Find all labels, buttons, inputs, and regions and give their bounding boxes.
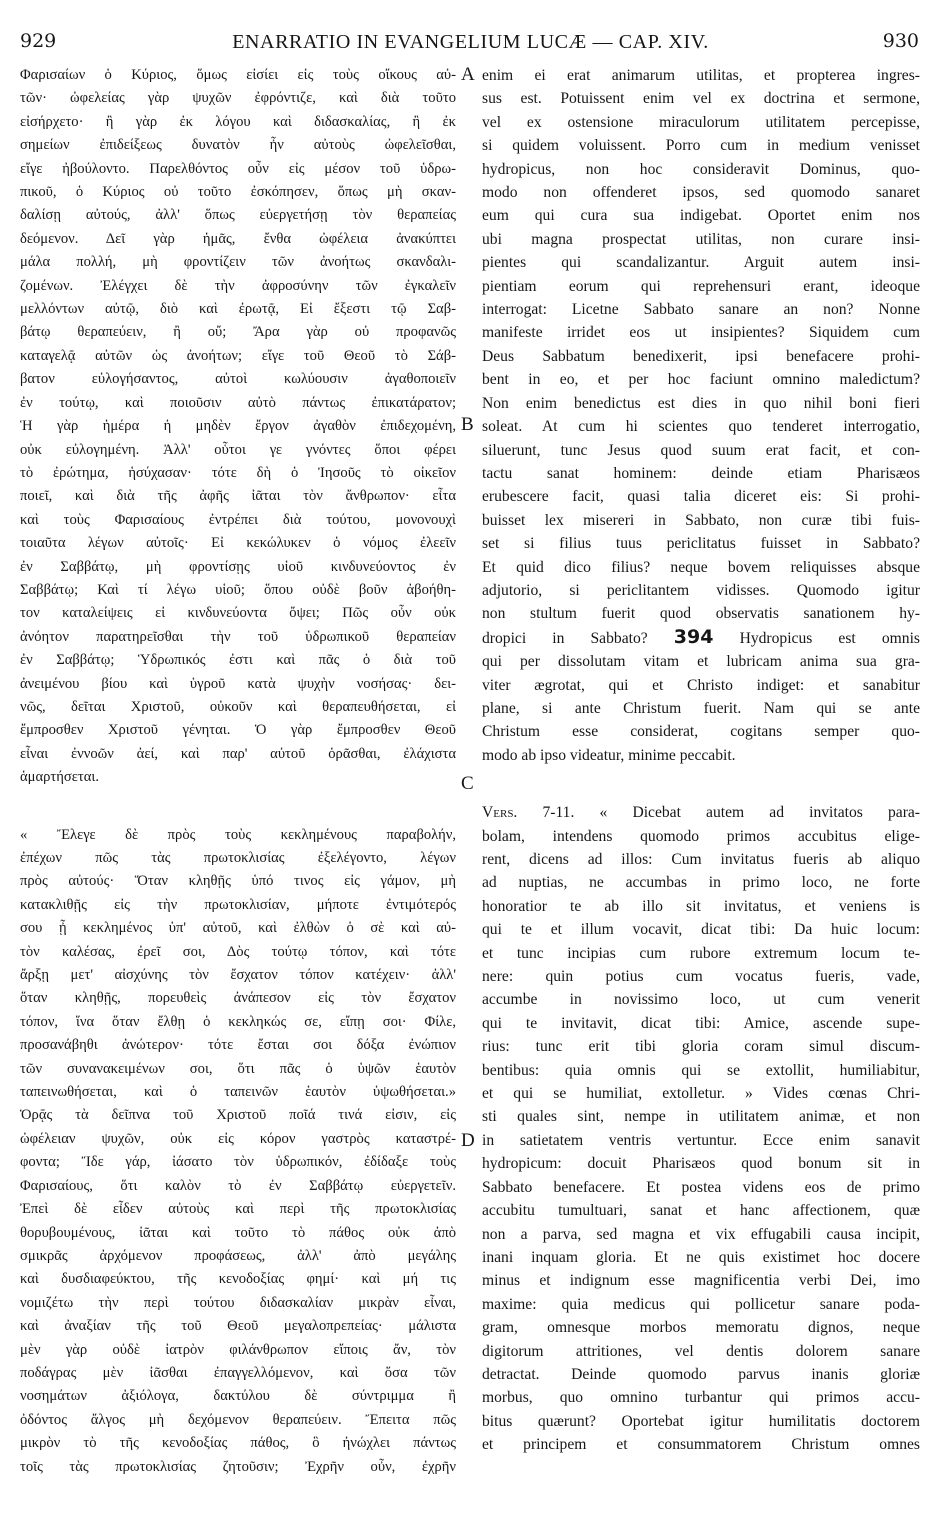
running-title: ENARRATIO IN EVANGELIUM LUCÆ — CAP. XIV. [232,31,709,53]
text-line: σου ᾖ κεκλημένος ὑπ' αὐτοῦ, καὶ ἐλθὼν ὁ σὲ καὶ αὐ- [20,920,456,937]
text-line: ἁμαρτήσεται. [20,769,99,786]
text-line: προσανάβηθι ἀνώτερον· τότε ἔσται σοι δόξα ἐνώπιον [20,1037,456,1054]
text-line: ὠφέλειαν ψυχῶν, οὐκ εἰς κόρον γαστρὸς καταστρέ- [20,1130,456,1147]
text-line: Sabbato benefacere. Et postea videns eos de primo [482,1178,920,1196]
latin-line-text: « Dicebat autem ad invitatos para- [599,804,920,822]
text-line: bolam, intendens quomodo primos accubitus elige- [482,827,920,845]
text-line: μάλα πολλή, μὴ φροντίζειν τῶν ἀνοήτως σκανδαλι- [20,254,456,271]
text-line: τῶν· ὠφελείας γὰρ ψυχῶν ἐφρόντιζε, καὶ διὰ τοῦτο [20,90,456,107]
text-line: set si filius tuus periclitatus fuisset in Sabbato? [482,535,920,553]
text-line: eum qui cura sua indigebat. Oportet enim nos [482,207,920,225]
page-header [0,30,941,64]
text-line: sus est. Potuissent enim vel ex doctrina et sermone, [482,90,920,108]
text-line: τῶν συνανακειμένων σοι, ὅτι πᾶς ὁ ὑψῶν ἑαυτὸν [20,1060,456,1077]
text-line: εἴγε ἠβούλοντο. Παρελθόντος οὖν εἰς μέσον τοῦ ὑδρω- [20,160,456,177]
text-line: καταγελᾷ αὐτῶν ὡς ἀνοήτων; εἴγε τοῦ Θεοῦ τὸ Σάβ- [20,347,456,364]
text-line: et qui se humiliat, extolletur. » Vides cœnas Chri- [482,1085,920,1103]
text-line: Non enim benedictus est dies in quo nihil boni fieri [482,394,920,412]
text-line: soleat. At cum hi scientes quo tenderet interrogatio, [482,418,920,436]
page-number-right: 930 [882,30,919,52]
latin-line-text: dropici in Sabbato? [482,629,648,647]
text-line: sti quales sint, nempe in utilitatem animæ, et non [482,1108,920,1126]
text-line: ἐν Σαββάτῳ; Ὑδρωπικός ἐστι καὶ πᾶς ὁ διὰ τοῦ [20,652,456,669]
text-line: ὅταν κληθῇς, πορευθεὶς ἀνάπεσον εἰς τὸν ἔσχατον [20,990,456,1007]
greek-paragraph-2 [20,824,456,1479]
text-line: σημείων ἐπιδείξεως δυνατὸν ἦν αὐτοὺς ὠφελεῖσθαι, [20,137,456,154]
text-line: μελλόντων αὐτῷ, διὸ καὶ ἐρωτᾷ, Εἰ ἔξεστι τῷ Σαβ- [20,301,456,318]
text-line: θορυβουμένους, ἰᾶται καὶ τοῦτο τὸ πάθος οὐκ ἀπὸ [20,1224,456,1241]
text-line: si quidem voluissent. Porro cum in medium venisset [482,137,920,155]
text-line: morbus, quo omnino turbantur qui primos accu- [482,1389,920,1407]
text-line: et tunc incipias cum rubore extremum locum te- [482,944,920,962]
text-line: δεόμενον. Δεῖ γὰρ ἡμᾶς, ἔνθα ὠφέλεια ἀνακύπτει [20,230,456,247]
text-line: Christum esse considerat, cogitans semper quo- [482,723,920,741]
text-line: οὐκ εὐλογημένη. Ἀλλ' οὗτοι γε γνόντες ὅποι φέρει [20,441,456,458]
text-line: μὲν γὰρ οὐδὲ ἰατρὸν φιλάνθρωπον εἴποις ἄν, τὸν [20,1341,456,1358]
text-line: ποδάγρας μὲν ἰᾶσθαι ἐπαγγελλόμενον, καὶ ὅσα τῶν [20,1364,456,1381]
text-line: ἐν τούτῳ, καὶ ποιοῦσιν αὐτὸ πάντως ἐπικατάρατον; [20,394,456,411]
latin-paragraph-2 [482,801,920,1456]
paragraph-gap [482,767,920,801]
text-line: ubi magna prospectat utilitas, non curare insi- [482,230,920,248]
text-line: βάτῳ θεραπεύειν, ἢ οὔ; Ἄρα γὰρ οὐ προφανῶς [20,324,456,341]
text-line: accumbe in novissimo loco, ut cum venerit [482,991,920,1009]
text-line: non stultum fuerit quod observatis sanationem hy- [482,605,920,623]
text-line: ἐν Σαββάτῳ, μὴ φροντίσῃς υἱοῦ κινδυνεύοντος ἐν [20,558,456,575]
greek-column [20,64,456,1479]
text-line: pientes qui scandalizantur. Arguit autem insi- [482,254,920,272]
latin-line-text: Hydropicus est omnis [739,629,920,647]
text-line: qui per dissolutam vitam et lubricam anima sua gra- [482,653,920,671]
text-line: δαλίσῃ αὐτούς, ἀλλ' ὅπως εὐεργετήσῃ τὸν θεραπείας [20,207,456,224]
text-line: Et quid dico filius? neque bovem reliquisses absque [482,558,920,576]
text-line: εἶναι ἐννοῶν ἀεί, καὶ παρ' αὐτοῦ ὁρᾶσθαι, ἐλάχιστα [20,745,456,762]
text-line: gram, omnesque morbos memoratu dignos, neque [482,1319,920,1337]
text-line: νομιζέτω τὴν περὶ τούτου διδασκαλίαν μικρὰν εἶναι, [20,1294,456,1311]
latin-line-vers [482,801,920,824]
text-line: Deus Sabbatum benedixerit, ipsi benefacere prohi- [482,347,920,365]
margin-marker-c: C [461,773,474,794]
text-line: erubescere facit, quasi talia diceret eis: Si prohi- [482,488,920,506]
text-line: adjutorio, si periclitantem vidisses. Quomodo igitur [482,581,920,599]
text-line: rent, dicens ad illos: Cum invitatus fueris ab aliquo [482,851,920,868]
text-line: inani inquam gloria. Et ne quis existimet hoc docere [482,1248,920,1266]
text-line: μικρὸν τὸ τῆς κενοδοξίας πάθος, ὃ ἠνώχλει πάντως [20,1435,456,1452]
text-line: Φαρισαίους, ὅτι καλὸν τὸ ἐν Σαββάτῳ εὐεργετεῖν. [20,1177,456,1194]
text-line: Ὁρᾷς τὰ δεῖπνα τοῦ Χριστοῦ ποῖά τινά εἰσιν, εἰς [20,1107,456,1124]
margin-marker-b: B [461,414,474,435]
text-line: honoratior te ab illo sit invitatus, et veniens is [482,897,920,915]
text-line: pientiam eorum qui reprehensuri erant, ideoque [482,277,920,295]
text-line: κατακλιθῇς εἰς τὴν πρωτοκλισίαν, μήποτε ἐντιμότερός [20,896,456,913]
greek-paragraph-1 [20,64,456,790]
text-line: buisset lex misereri in Sabbato, non curæ tibi fuis- [482,511,920,529]
text-line: τὸ ἐρώτημα, ἡσύχασαν· τότε δὴ ὁ Ἰησοῦς τὸ οἰκεῖον [20,464,456,481]
text-line: hydropicus, non hoc consideravit Dominus, quo- [482,160,920,178]
text-line: plane, si ante Christum fuerit. Nam qui se ante [482,699,920,717]
text-line: Ἐπεὶ δὲ εἶδεν αὐτοὺς καὶ περὶ τῆς πρωτοκλισίας [20,1201,456,1218]
text-line: qui te et illum vocavit, dicat tibi: Da huic locum: [482,921,920,939]
column-number-394: 394 [673,625,714,648]
text-line: bentibus: quia omnis qui se extollit, humiliabitur, [482,1061,920,1079]
text-line: τοῖς τὰς πρωτοκλισίας ζητοῦσιν; Ἐχρῆν οὖν, ἐχρῆν [20,1458,456,1475]
text-line: Ἡ γὰρ ἡμέρα ἡ μηδὲν ἔργον ἀγαθὸν ἐπιδεχομένη, [20,418,456,435]
text-line: εἰσήρχετο· ἢ γὰρ ἐκ λόγου καὶ διδασκαλίας, ἢ ἐκ [20,113,456,130]
text-line: καὶ δυσδιαφεύκτου, τῆς κενοδοξίας φημί· καὶ μή τις [20,1271,456,1288]
text-line: modo ab ipso videatur, minime peccabit. [482,746,736,764]
text-line: « Ἔλεγε δὲ πρὸς τοὺς κεκλημένους παραβολήν, [20,826,456,843]
text-line: non a parva, sed magna et vix effugabili causa incipit, [482,1225,920,1243]
text-line: interrogat: Licetne Sabbato sanare an non? Nonne [482,301,920,319]
text-line: καὶ τοὺς Φαρισαίους ἐντρέπει διὰ τούτου, μονονουχὶ [20,511,456,528]
text-line: ἔμπροσθεν Χριστοῦ γένηται. Ὁ γὰρ ἔμπροσθεν Θεοῦ [20,722,456,739]
margin-marker-a: A [461,64,475,85]
text-line: viter ægrotat, qui et Christo indiget: et sanabitur [482,676,920,694]
text-line: πρὸς αὐτούς· Ὅταν κληθῇς ὑπό τινος εἰς γάμον, μὴ [20,873,456,890]
text-line: νοσημάτων ἀξιόλογα, δακτύλου δὲ σύντριμμα ἢ [20,1388,456,1405]
text-line: nere: quin potius cum vocatus fueris, vade, [482,968,920,986]
text-line: τον καταλείψεις εἰ κινδυνεύοντα ὄψει; Πῶς οὖν οὐκ [20,605,456,622]
text-line: καὶ ἀναξίαν τῆς τοῦ Θεοῦ μεγαλοπρεπείας· μάλιστα [20,1318,456,1335]
text-line: rius: tunc erit tibi gloria coram simul discum- [482,1038,920,1056]
text-line: in satietatem ventris vertuntur. Ecce enim sanavit [482,1131,920,1149]
text-line: manifeste irridet eos ut insipientes? Siquidem cum [482,324,920,342]
text-line: βατον εὐλογήσαντος, αὐτοὶ κωλύουσιν ἀγαθοποιεῖν [20,371,456,388]
verse-label: Vers. 7-11. [482,804,575,822]
text-line: τόπον, ἵνα ὅταν ἔλθῃ ὁ κεκληκώς σε, εἴπῃ σοι· Φίλε, [20,1013,456,1030]
text-line: ἀνόητον παρατηρεῖσθαι τὴν τοῦ ὑδρωπικοῦ θεραπείαν [20,628,456,645]
text-line: tactu sanat hominem: deinde etiam Pharisæos [482,464,920,482]
latin-line-with-number [482,626,920,650]
paragraph-gap [20,790,456,824]
text-line: bent in eo, et per hoc faciunt omnino maledictum? [482,371,920,389]
text-line: digitorum attritiones, vel dentis dolorem sanare [482,1342,920,1360]
text-line: πικοῦ, ὁ Κύριος οὐ τοῦτο ἐσκόπησεν, ὅπως μὴ σκαν- [20,184,456,201]
text-line: detractat. Deinde quomodo parvus inanis gloriæ [482,1365,920,1383]
text-line: vel ex ostensione miraculorum utilitatem percepisse, [482,113,920,131]
text-line: siluerunt, tunc Jesus quod suum erat facit, et con- [482,441,920,459]
text-line: ταπεινωθήσεται, καὶ ὁ ταπεινῶν ἑαυτὸν ὑψωθήσεται.» [20,1084,456,1101]
text-line: Σαββάτῳ; Καὶ τί λέγω υἱοῦ; ὅπου οὐδὲ βοῦν ἀβοήθη- [20,581,456,598]
text-line: τὸν καλέσας, ἐρεῖ σοι, Δὸς τούτῳ τόπον, καὶ τότε [20,943,456,960]
text-line: bitus quærunt? Oportebat igitur humilitatis doctorem [482,1412,920,1430]
text-line: et principem et consummatorem Christum omnes [482,1436,920,1454]
text-line: ὀδόντος ἄλγος μὴ δεχόμενον θεραπεύειν. Ἔπειτα πῶς [20,1411,456,1428]
text-line: σμικρᾶς ἀρχόμενον προφάσεως, ἀλλ' ἀπὸ μεγάλης [20,1247,456,1264]
text-line: modo non offenderet ipsos, sed quomodo sanaret [482,184,920,202]
text-line: νῶς, δεῖται Χριστοῦ, οὐκοῦν καὶ θεραπευθήσεται, εἰ [20,698,456,715]
text-line: ad nuptias, ne accumbas in primo loco, ne forte [482,874,920,892]
text-line: ἄρξῃ μετ' αἰσχύνης τὸν ἔσχατον τόπον κατέχειν· ἀλλ' [20,967,456,984]
text-line: Φαρισαίων ὁ Κύριος, ὅμως εἰσίει εἰς τοὺς οἴκους αὐ- [20,67,456,83]
latin-paragraph-1 [482,64,920,767]
text-line: ἐπέχων πῶς τὰς πρωτοκλισίας ἐξελέγοντο, λέγων [20,850,456,866]
text-line: accubitu tumultuari, sanat et hanc affectionem, quæ [482,1202,920,1220]
text-line: hydropicum: docuit Pharisæos quod bonum sit in [482,1155,920,1173]
page-number-left: 929 [20,30,57,52]
text-line: qui te invitavit, dicat tibi: Amice, ascende supe- [482,1014,920,1032]
text-line: enim ei erat animarum utilitas, et propterea ingres- [482,67,920,84]
text-line: ζομένων. Ἐλέγχει δὲ τὴν ἀφροσύνην τῶν ἐγκαλεῖν [20,277,456,294]
text-line: minus et indignum esse magnificentia verbi Dei, imo [482,1272,920,1290]
text-line: φοντα; Ἴδε γάρ, ἰάσατο τὸν ὑδρωπικόν, ἐδίδαξε τοὺς [20,1154,456,1171]
margin-marker-d: D [461,1130,475,1151]
text-line: ποιεῖ, καὶ διὰ τῆς ἀφῆς ἰᾶται τὸν ἄνθρωπον· εἶτα [20,488,456,505]
text-line: τοιαῦτα λέγων αὐτοῖς· Εἰ κεκώλυκεν ὁ νόμος ἐλεεῖν [20,535,456,552]
text-line: maxime: quia medicus qui pollicetur sanare poda- [482,1295,920,1313]
text-line: ἀνειμένου βίου καὶ ὑγροῦ κατὰ ψυχὴν νοσήσας· δει- [20,675,456,692]
latin-column [482,64,920,1457]
